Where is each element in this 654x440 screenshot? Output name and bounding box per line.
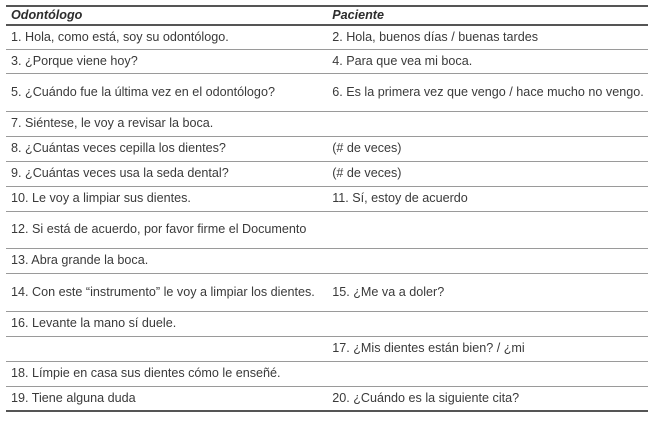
dentist-line: 10. Le voy a limpiar sus dientes. (11, 191, 191, 205)
patient-line: 11. Sí, estoy de acuerdo (332, 191, 468, 205)
table-row (6, 186, 648, 211)
dentist-line: 19. Tiene alguna duda (11, 390, 136, 405)
table-row (6, 248, 648, 273)
dentist-line: 1. Hola, como está, soy su odontólogo. (11, 29, 229, 44)
dentist-line: 12. Si está de acuerdo, por favor firme el Documento (11, 222, 307, 236)
header-row (6, 6, 648, 25)
dentist-line: 18. Límpie en casa sus dientes cómo le enseñé. (11, 366, 281, 380)
patient-line: (# de veces) (332, 141, 402, 155)
patient-line (327, 211, 648, 248)
patient-line: (# de veces) (332, 166, 402, 180)
table-row (6, 49, 648, 73)
table-row (6, 25, 648, 49)
dentist-line: 7. Siéntese, le voy a revisar la boca. (11, 116, 214, 130)
table-row (6, 161, 648, 186)
patient-line (327, 361, 648, 386)
dentist-line: 5. ¿Cuándo fue la última vez en el odontólogo? (11, 84, 275, 99)
header-dentist: Odontólogo (6, 6, 327, 25)
header-patient: Paciente (327, 6, 648, 25)
table-row (6, 73, 648, 111)
table-row (6, 361, 648, 386)
table-row (6, 311, 648, 336)
table-row (6, 111, 648, 136)
table-row (6, 273, 648, 311)
patient-line: 17. ¿Mis dientes están bien? / ¿mi (332, 341, 525, 355)
table-row (6, 136, 648, 161)
patient-line: 15. ¿Me va a doler? (332, 284, 445, 299)
dentist-line: 16. Levante la mano sí duele. (11, 316, 177, 330)
table-row (6, 211, 648, 248)
dentist-line: 9. ¿Cuántas veces usa la seda dental? (11, 166, 229, 180)
patient-line: 20. ¿Cuándo es la siguiente cita? (332, 390, 520, 405)
patient-line (327, 248, 648, 273)
patient-line: 2. Hola, buenos días / buenas tardes (332, 29, 539, 44)
dentist-line (6, 336, 327, 361)
patient-line (327, 111, 648, 136)
patient-line: 4. Para que vea mi boca. (332, 53, 473, 68)
dentist-line: 13. Abra grande la boca. (11, 253, 149, 267)
dialogue-table (6, 5, 648, 412)
dentist-line: 14. Con este “instrumento” le voy a limpiar los dientes. (11, 284, 315, 299)
table-row (6, 336, 648, 361)
patient-line (327, 311, 648, 336)
table-row (6, 386, 648, 411)
patient-line: 6. Es la primera vez que vengo / hace mucho no vengo. (332, 84, 644, 99)
dentist-line: 3. ¿Porque viene hoy? (11, 53, 138, 68)
dentist-line: 8. ¿Cuántas veces cepilla los dientes? (11, 141, 226, 155)
